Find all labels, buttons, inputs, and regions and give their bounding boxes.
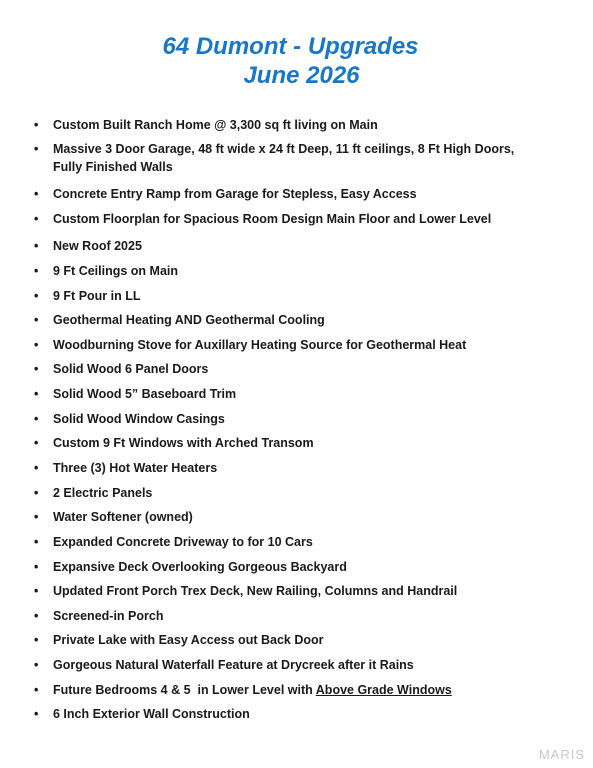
bullet: • (34, 412, 39, 426)
bullet: • (34, 683, 39, 697)
list-item-text: Gorgeous Natural Waterfall Feature at Drycreek after it Rains (53, 658, 414, 672)
bullet: • (34, 289, 39, 303)
bullet: • (34, 142, 39, 156)
list-item-text: Custom Floorplan for Spacious Room Design Main Floor and Lower Level (53, 212, 492, 226)
list-item-text: Custom 9 Ft Windows with Arched Transom (53, 436, 314, 450)
list-item-text: Massive 3 Door Garage, 48 ft wide x 24 ft Deep, 11 ft ceilings, 8 Ft High Doors, Fully Finished Walls (53, 142, 515, 174)
list-item-text: Three (3) Hot Water Heaters (53, 461, 218, 475)
bullet: • (34, 461, 39, 475)
bullet: • (34, 212, 39, 226)
bullet: • (34, 609, 39, 623)
list-item-text: 9 Ft Pour in LL (53, 289, 141, 303)
list-item-text: Expansive Deck Overlooking Gorgeous Backyard (53, 560, 347, 574)
bullet: • (34, 118, 39, 132)
list-item-text: Solid Wood 5” Baseboard Trim (53, 387, 237, 401)
bullet: • (34, 338, 39, 352)
title-line-2: June 2026 (243, 62, 360, 89)
bullet: • (34, 486, 39, 500)
bullet: • (34, 264, 39, 278)
list-item-text: 2 Electric Panels (53, 486, 153, 500)
bullet: • (34, 658, 39, 672)
list-item-text: 9 Ft Ceilings on Main (53, 264, 179, 278)
list-item-text: Expanded Concrete Driveway to for 10 Cars (53, 535, 313, 549)
list-item-text: Private Lake with Easy Access out Back Door (53, 633, 324, 647)
bullet: • (34, 510, 39, 524)
bullet: • (34, 436, 39, 450)
list-item-text: Water Softener (owned) (53, 510, 193, 524)
list-item-text: Updated Front Porch Trex Deck, New Railing, Columns and Handrail (53, 584, 458, 598)
list-item-text: Screened-in Porch (53, 609, 164, 623)
bullet: • (34, 707, 39, 721)
maris-watermark: MARIS (538, 747, 585, 762)
list-item-text: Solid Wood 6 Panel Doors (53, 362, 209, 376)
list-item-text: Concrete Entry Ramp from Garage for Stepless, Easy Access (53, 187, 417, 201)
bullet: • (34, 313, 39, 327)
bullet: • (34, 239, 39, 253)
bullet: • (34, 535, 39, 549)
bullet: • (34, 584, 39, 598)
bullet: • (34, 387, 39, 401)
list-item-text (53, 681, 523, 699)
list-item-text: Custom Built Ranch Home @ 3,300 sq ft living on Main (53, 118, 378, 132)
list-item-text-underlined: Above Grade Windows (315, 683, 452, 697)
list-item-text: Geothermal Heating AND Geothermal Cooling (53, 313, 325, 327)
list-item-text: Solid Wood Window Casings (53, 412, 225, 426)
bullet: • (34, 560, 39, 574)
list-item-text: Woodburning Stove for Auxillary Heating Source for Geothermal Heat (53, 338, 467, 352)
title-line-1: 64 Dumont - Upgrades (162, 33, 419, 60)
bullet: • (34, 362, 39, 376)
bullet: • (34, 187, 39, 201)
bullet: • (34, 633, 39, 647)
list-item-text-plain: Future Bedrooms 4 & 5 in Lower Level with (53, 683, 316, 697)
list-item-text: 6 Inch Exterior Wall Construction (53, 707, 250, 721)
list-item-text: New Roof 2025 (53, 239, 142, 253)
